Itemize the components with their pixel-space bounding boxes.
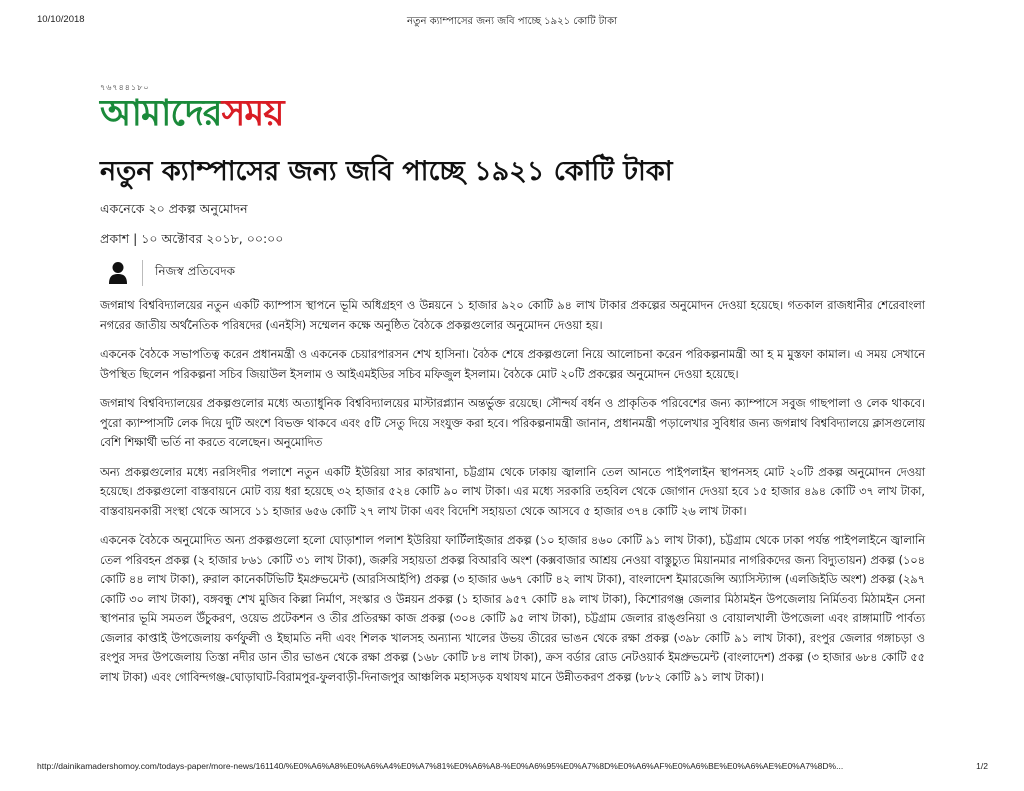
person-icon bbox=[108, 261, 128, 285]
author-row bbox=[100, 260, 925, 286]
print-title: নতুন ক্যাম্পাসের জন্য জবি পাচ্ছে ১৯২১ কোটি টাকা bbox=[407, 16, 617, 27]
article-paragraph: একনেক বৈঠকে অনুমোদিত অন্য প্রকল্পগুলো হলো ঘোড়াশাল পলাশ ইউরিয়া ফার্টিলাইজার প্রকল্প (১০ হাজার ৪৬০ কোটি ৯১ লাখ টাকা), চট্টগ্রাম থেকে ঢাকা পর্যন্ত পাইপলাইনে জ্বালানি তেল পরিবহন প্রকল্প (২ হাজার ৮৬১ কোটি ৩১ লাখ টাকা), জরুরি সহায়তা প্রকল্প বিআরবি অংশ (কক্সবাজার আশ্রয় নেওয়া বাস্তুচ্যুত মিয়ানমার নাগরিকদের জন্য বিদ্যুতায়ন) প্রকল্প (১০৪ কোটি ৪৪ লাখ টাকা), রুরাল কানেকটিভিটি ইমপ্রুভমেন্ট (আরসিআইপি) প্রকল্প (৩ হাজার ৬৬৭ কোটি ৪২ লাখ টাকা), বাংলাদেশ ইমারজেন্সি অ্যাসিস্ট্যান্স (এলজিইডি অংশ) প্রকল্প (২৯৭ কোটি ৩০ লাখ টাকা), বঙ্গবন্ধু শেখ মুজিব কিল্লা নির্মাণ, সংস্কার ও উন্নয়ন প্রকল্প (১ হাজার ৯৫৭ কোটি ৪৯ লাখ টাকা), কিশোরগঞ্জ জেলার মিঠামইন উপজেলায় নির্মিতব্য মিঠামইন সেনা স্থাপনার ভূমি সমতল উঁচুকরণ, ওয়েভ প্রটেকশন ও তীর প্রতিরক্ষা কাজ প্রকল্প (৩০৪ কোটি ৯৫ লাখ টাকা), চট্টগ্রাম জেলার রাঙ্গুনিয়া ও বোয়ালখালী উপজেলা এবং রাঙ্গামাটি পার্বত্য জেলার কাপ্তাই উপজেলায় কর্ণফুলী ও ইছামতি নদী এবং শিলক খালসহ অন্যান্য খালের উভয় তীরের ভাঙন থেকে রক্ষা প্রকল্প (৩৯৮ কোটি ৯১ লাখ টাকা), রংপুর জেলার গঙ্গাচড়া ও রংপুর সদর উপজেলায় তিস্তা নদীর ডান তীর ভাঙন থেকে রক্ষা প্রকল্প (১৬৮ কোটি ৮৪ লাখ টাকা), ক্রস বর্ডার রোড নেটওয়ার্ক ইমপ্রুভমেন্ট (বাংলাদেশ) প্রকল্প (৩ হাজার ৬৮৪ কোটি ৫৫ লাখ টাকা) এবং গোবিন্দগঞ্জ-ঘোড়াঘাট-বিরামপুর-ফুলবাড়ী-দিনাজপুর আঞ্চলিক মহাসড়ক যথাযথ মানে উন্নীতকরণ প্রকল্প (৮৮২ কোটি ৯১ লাখ টাকা)। bbox=[100, 534, 925, 684]
print-date: 10/10/2018 bbox=[37, 14, 85, 25]
article-paragraph: জগন্নাথ বিশ্ববিদ্যালয়ের প্রকল্পগুলোর মধ্যে অত্যাধুনিক বিশ্ববিদ্যালয়ের মাস্টারপ্ল্যান অন্তর্ভুক্ত রয়েছে। সৌন্দর্য বর্ধন ও প্রাকৃতিক পরিবেশের জন্য ক্যাম্পাসে সবুজ গাছপালা ও লেক থাকবে। পুরো ক্যাম্পাসটি লেক দিয়ে দুটি অংশে বিভক্ত থাকবে এবং ৫টি সেতু দিয়ে সংযুক্ত করা হবে। পরিকল্পনামন্ত্রী জানান, প্রধানমন্ত্রী পড়ালেখার সুবিধার জন্য জগন্নাথ বিশ্ববিদ্যালয়ে ক্লাসগুলোয় বেশি শিক্ষার্থী ভর্তি না করতে বলেছেন। অনুমোদিত bbox=[100, 397, 925, 449]
page-number: 1/2 bbox=[976, 761, 988, 771]
newspaper-logo[interactable] bbox=[100, 82, 925, 140]
logo-wordmark bbox=[100, 91, 284, 137]
logo-part-somoy: সময় bbox=[221, 93, 284, 134]
article-headline: নতুন ক্যাম্পাসের জন্য জবি পাচ্ছে ১৯২১ কোটি টাকা bbox=[100, 156, 673, 187]
author-name: নিজস্ব প্রতিবেদক bbox=[155, 264, 236, 278]
publish-date: প্রকাশ | ১০ অক্টোবর ২০১৮, ০০:০০ bbox=[100, 231, 284, 246]
print-header bbox=[0, 14, 1024, 30]
article-paragraph: অন্য প্রকল্পগুলোর মধ্যে নরসিংদীর পলাশে নতুন একটি ইউরিয়া সার কারখানা, চট্টগ্রাম থেকে ঢাকায় জ্বালানি তেল আনতে পাইপলাইন স্থাপনসহ মোট ২০টি প্রকল্প অনুমোদন দেওয়া হয়েছে। প্রকল্পগুলো বাস্তবায়নে মোট ব্যয় ধরা হয়েছে ৩২ হাজার ৫২৪ কোটি ৯০ লাখ টাকা। এর মধ্যে সরকারি তহবিল থেকে জোগান দেওয়া হবে ১৫ হাজার ৪৯৪ কোটি ৩৭ লাখ টাকা, বাস্তবায়নকারী সংস্থা থেকে আসবে ১১ হাজার ৬৫৬ কোটি ২৭ লাখ টাকা এবং বিদেশি সহায়তা থেকে আসবে ৫ হাজার ৩৭৪ কোটি ২৬ লাখ টাকা। bbox=[100, 465, 925, 518]
article-paragraph: একনেক বৈঠকে সভাপতিত্ব করেন প্রধানমন্ত্রী ও একনেক চেয়ারপারসন শেখ হাসিনা। বৈঠক শেষে প্রকল্পগুলো নিয়ে আলোচনা করেন পরিকল্পনামন্ত্রী আ হ ম মুস্তফা কামাল। এ সময় সেখানে উপস্থিত ছিলেন পরিকল্পনা সচিব জিয়াউল ইসলাম ও আইএমইডির সচিব মফিজুল ইসলাম। বৈঠকে মোট ২০টি প্রকল্পের অনুমোদন দেওয়া হয়েছে। bbox=[100, 348, 925, 381]
author-divider bbox=[142, 260, 143, 286]
article bbox=[100, 82, 925, 697]
article-body bbox=[100, 296, 925, 687]
article-subhead: একনেকে ২০ প্রকল্প অনুমোদন bbox=[100, 201, 248, 216]
print-footer bbox=[0, 761, 1024, 775]
logo-tagline: ৭৬৭৪৪১৮০ bbox=[100, 83, 150, 92]
article-paragraph: জগন্নাথ বিশ্ববিদ্যালয়ের নতুন একটি ক্যাম্পাস স্থাপনে ভূমি অধিগ্রহণ ও উন্নয়নে ১ হাজার ৯২০ কোটি ৯৪ লাখ টাকার প্রকল্পের অনুমোদন দেওয়া হয়েছে। গতকাল রাজধানীর শেরেবাংলা নগরের জাতীয় অর্থনৈতিক পরিষদের (এনইসি) সম্মেলন কক্ষে অনুষ্ঠিত বৈঠকে প্রকল্পগুলোর অনুমোদন দেওয়া হয়। bbox=[100, 299, 925, 332]
source-url[interactable]: http://dainikamadershomoy.com/todays-paper/more-news/161140/%E0%A6%A8%E0%A6%A4%E0%A7%81%E0%A6%A8-%E0%A6%95%E0%A7%8D%E0%A6%AF%E0%A6%BE%E0%A6%AE%E0%A7%8D%... bbox=[37, 761, 844, 771]
logo-part-amader: আমাদের bbox=[100, 93, 222, 134]
